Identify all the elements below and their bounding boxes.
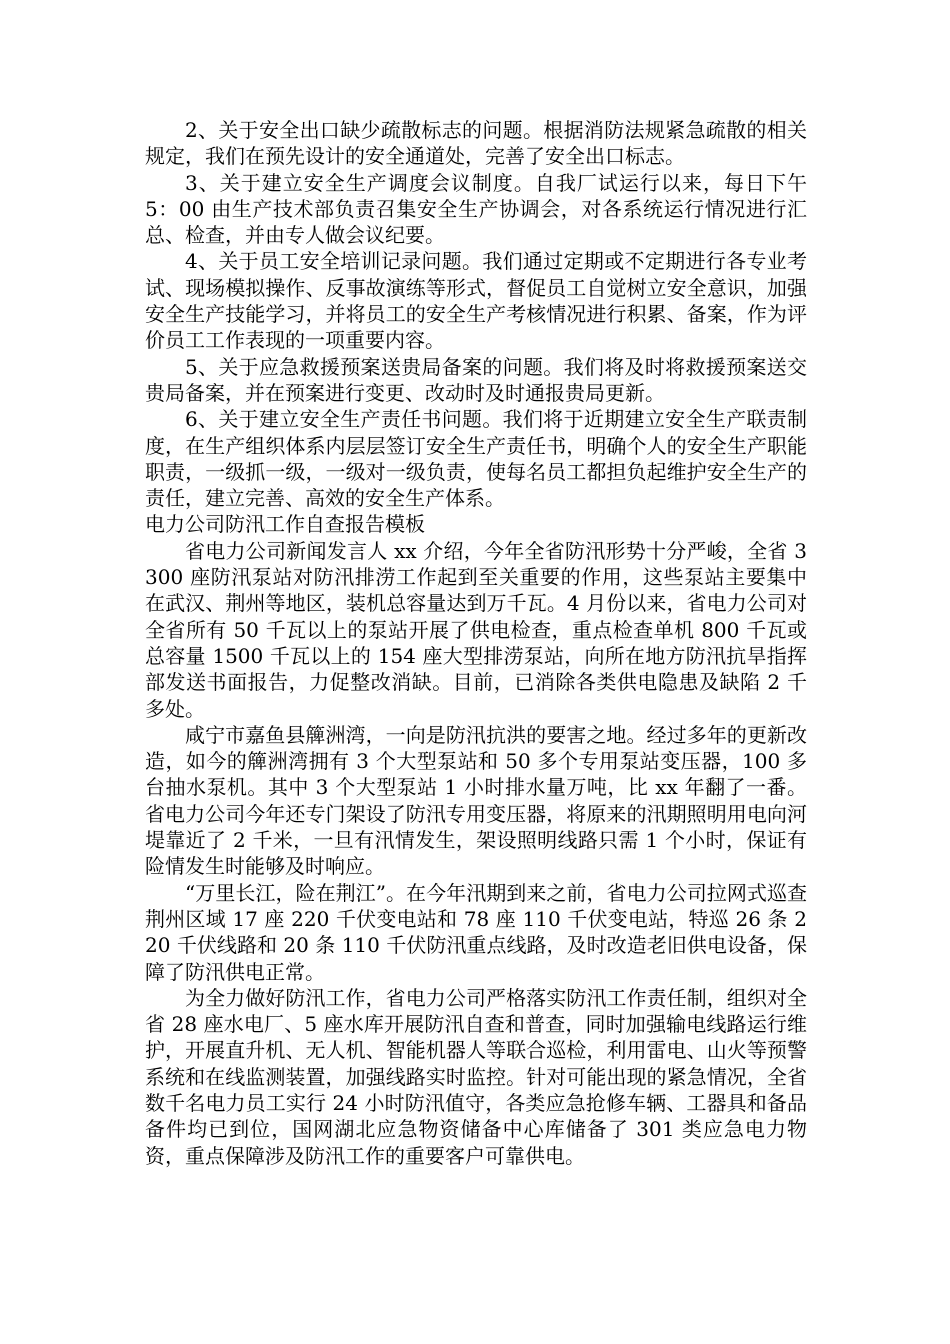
- paragraph-item-6: 6、关于建立安全生产责任书问题。我们将于近期建立安全生产联责制度，在生产组织体系内层层签订安全生产责任书，明确个人的安全生产职能职责，一级抓一级，一级对一级负责，使每名员工都担负起维护安全生产的责任，建立完善、高效的安全生产体系。: [145, 407, 807, 511]
- paragraph-xianning: 咸宁市嘉鱼县簰洲湾，一向是防汛抗洪的要害之地。经过多年的更新改造，如今的簰洲湾拥有 3 个大型泵站和 50 多个专用泵站变压器，100 多台抽水泵机。其中 3 个大型泵站 1 小时排水量万吨，比 xx 年翻了一番。省电力公司今年还专门架设了防汛专用变压器，将原来的汛期照明用电向河堤靠近了 2 千米，一旦有汛情发生，架设照明线路只需 1 个小时，保证有险情发生时能够及时响应。: [145, 722, 807, 879]
- paragraph-item-3: 3、关于建立安全生产调度会议制度。自我厂试运行以来，每日下午 5：00 由生产技术部负责召集安全生产协调会，对各系统运行情况进行汇总、检查，并由专人做会议纪要。: [145, 170, 807, 248]
- document-body: [145, 117, 807, 1169]
- paragraph-responsibility: 为全力做好防汛工作，省电力公司严格落实防汛工作责任制，组织对全省 28 座水电厂、5 座水库开展防汛自查和普查，同时加强输电线路运行维护，开展直升机、无人机、智能机器人等联合巡检，利用雷电、山火等预警系统和在线监测装置，加强线路实时监控。针对可能出现的紧急情况，全省数千名电力员工实行 24 小时防汛值守，各类应急抢修车辆、工器具和备品备件均已到位，国网湖北应急物资储备中心库储备了 301 类应急电力物资，重点保障涉及防汛工作的重要客户可靠供电。: [145, 985, 807, 1168]
- paragraph-item-2: 2、关于安全出口缺少疏散标志的问题。根据消防法规紧急疏散的相关规定，我们在预先设计的安全通道处，完善了安全出口标志。: [145, 118, 807, 169]
- paragraph-item-4: 4、关于员工安全培训记录问题。我们通过定期或不定期进行各专业考试、现场模拟操作、反事故演练等形式，督促员工自觉树立安全意识，加强安全生产技能学习，并将员工的安全生产考核情况进行积累、备案，作为评价员工工作表现的一项重要内容。: [145, 249, 807, 353]
- paragraph-spokesperson: 省电力公司新闻发言人 xx 介绍，今年全省防汛形势十分严峻，全省 3300 座防汛泵站对防汛排涝工作起到至关重要的作用，这些泵站主要集中在武汉、荆州等地区，装机总容量达到万千瓦。4 月份以来，省电力公司对全省所有 50 千瓦以上的泵站开展了供电检查，重点检查单机 800 千瓦或总容量 1500 千瓦以上的 154 座大型排涝泵站，向所在地方防汛抗旱指挥部发送书面报告，力促整改消缺。目前，已消除各类供电隐患及缺陷 2 千多处。: [145, 538, 807, 721]
- paragraph-jingjiang: “万里长江，险在荆江”。在今年汛期到来之前，省电力公司拉网式巡查荆州区域 17 座 220 千伏变电站和 78 座 110 千伏变电站，特巡 26 条 220 千伏线路和 20 条 110 千伏防汛重点线路，及时改造老旧供电设备，保障了防汛供电正常。: [145, 880, 807, 984]
- paragraph-item-5: 5、关于应急救援预案送贵局备案的问题。我们将及时将救援预案送交贵局备案，并在预案进行变更、改动时及时通报贵局更新。: [145, 354, 807, 405]
- section-heading: 电力公司防汛工作自查报告模板: [145, 512, 425, 537]
